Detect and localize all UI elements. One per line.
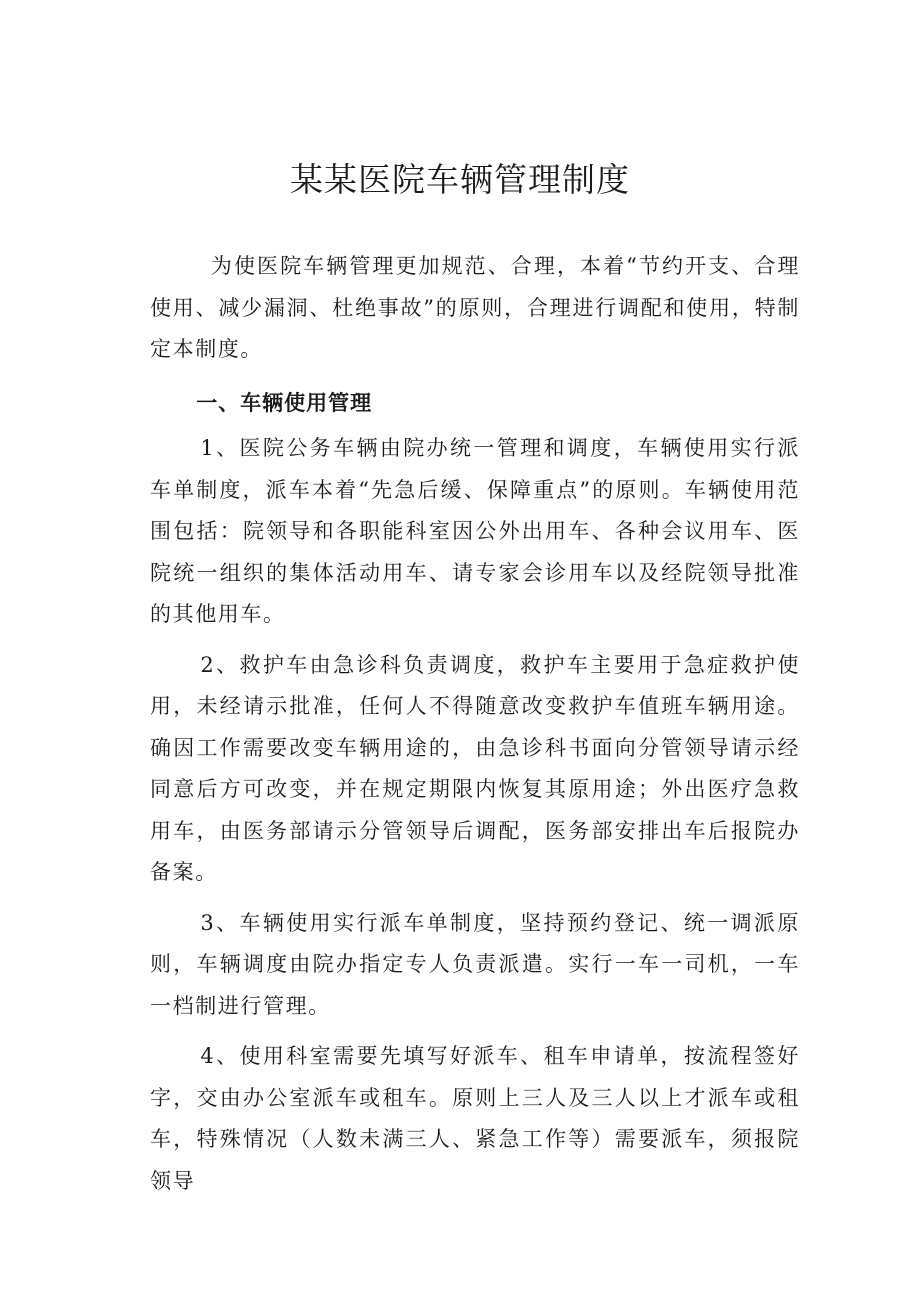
rule-paragraph-2: 2、救护车由急诊科负责调度，救护车主要用于急症救护使用，未经请示批准，任何人不得随意改变救护车值班车辆用途。确因工作需要改变车辆用途的，由急诊科书面向分管领导请示经同意后方可改变，并在规定期限内恢复其原用途；外出医疗急救用车，由医务部请示分管领导后调配，医务部安排出车后报院办备案。: [150, 652, 800, 884]
intro-paragraph: 为使医院车辆管理更加规范、合理，本着“节约开支、合理使用、减少漏洞、杜绝事故”的原则，合理进行调配和使用，特制定本制度。: [150, 254, 800, 361]
rule-paragraph-4: 4、使用科室需要先填写好派车、租车申请单，按流程签好字，交由办公室派车或租车。原则上三人及三人以上才派车或租车，特殊情况（人数未满三人、紧急工作等）需要派车，须报院领导: [150, 1044, 800, 1193]
rule-paragraph-1: 1、医院公务车辆由院办统一管理和调度，车辆使用实行派车单制度，派车本着“先急后缓、保障重点”的原则。车辆使用范围包括：院领导和各职能科室因公外出用车、各种会议用车、医院统一组织的集体活动用车、请专家会诊用车以及经院领导批准的其他用车。: [150, 436, 800, 626]
document-body: [150, 246, 800, 1202]
section-heading: 一、车辆使用管理: [196, 390, 373, 415]
rule-paragraph-3: 3、车辆使用实行派车单制度，坚持预约登记、统一调派原则，车辆调度由院办指定专人负责派遣。实行一车一司机，一车一档制进行管理。: [150, 910, 800, 1018]
page-title: 某某医院车辆管理制度: [290, 160, 630, 199]
